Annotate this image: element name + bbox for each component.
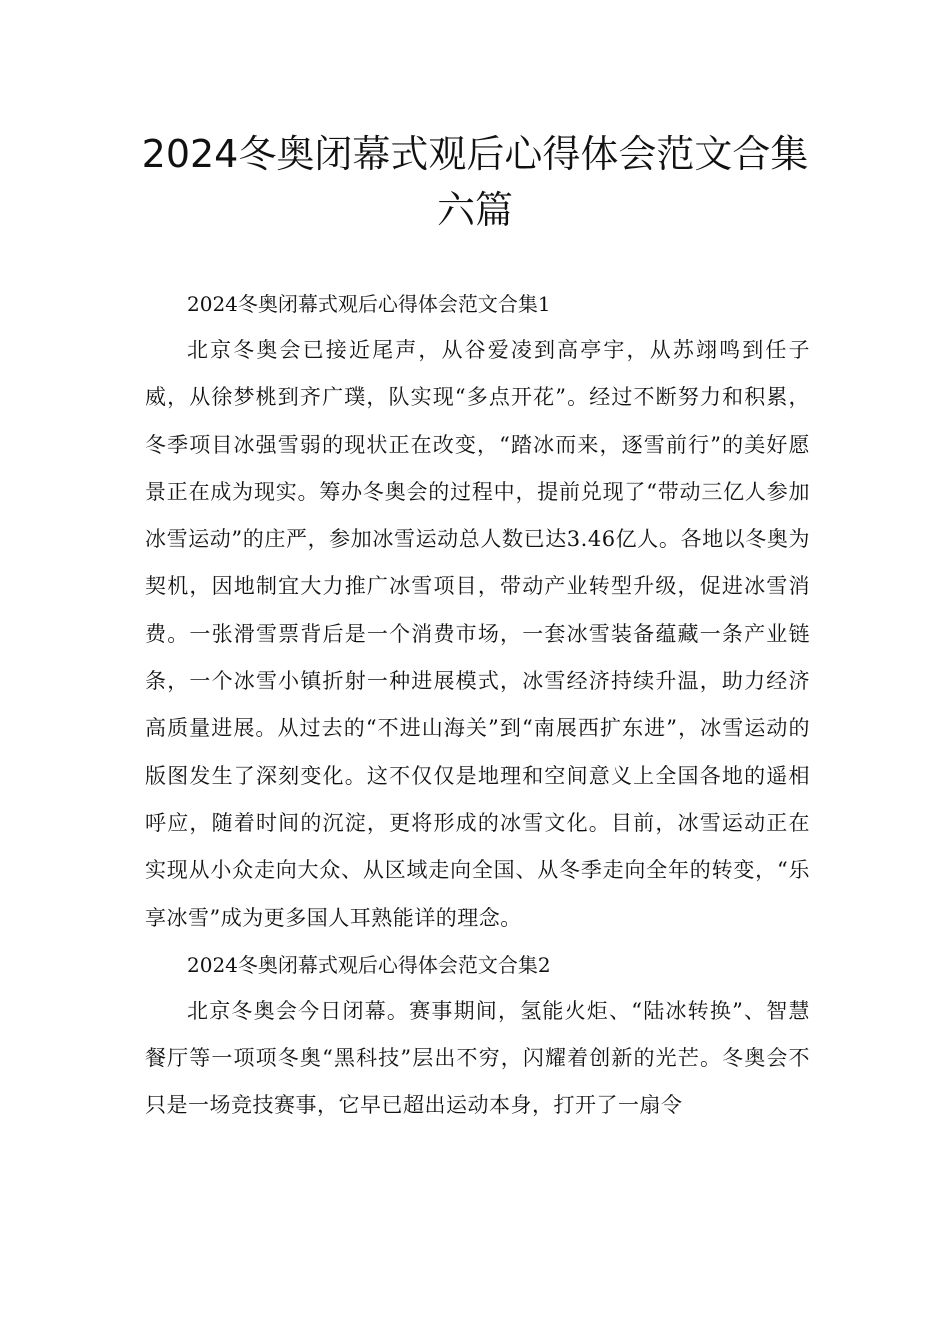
document-title-line-1: 2024冬奥闭幕式观后心得体会范文合集 [141, 132, 809, 176]
section-paragraph-1: 北京冬奥会已接近尾声，从谷爱凌到高亭宇，从苏翊鸣到任子威，从徐梦桃到齐广璞，队实现“多点开花”。经过不断努力和积累，冬季项目冰强雪弱的现状正在改变，“踏冰而来，逐雪前行”的美好愿景正在成为现实。筹办冬奥会的过程中，提前兑现了“带动三亿人参加冰雪运动”的庄严，参加冰雪运动总人数已达3.46亿人。各地以冬奥为契机，因地制宜大力推广冰雪项目，带动产业转型升级，促进冰雪消费。一张滑雪票背后是一个消费市场，一套冰雪装备蕴藏一条产业链条，一个冰雪小镇折射一种进展模式，冰雪经济持续升温，助力经济高质量进展。从过去的“不进山海关”到“南展西扩东进”，冰雪运动的版图发生了深刻变化。这不仅仅是地理和空间意义上全国各地的遥相呼应，随着时间的沉淀，更将形成的冰雪文化。目前，冰雪运动正在实现从小众走向大众、从区域走向全国、从冬季走向全年的转变，“乐享冰雪”成为更多国人耳熟能详的理念。 [145, 338, 810, 930]
document-title-line-2: 六篇 [436, 188, 513, 232]
document-body [145, 281, 810, 1130]
document-title [100, 126, 850, 238]
section-heading-2: 2024冬奥闭幕式观后心得体会范文合集2 [187, 952, 551, 977]
section-heading-1: 2024冬奥闭幕式观后心得体会范文合集1 [187, 292, 551, 316]
section-paragraph-2: 北京冬奥会今日闭幕。赛事期间，氢能火炬、“陆冰转换”、智慧餐厅等一项项冬奥“黑科技”层出不穷，闪耀着创新的光芒。冬奥会不只是一场竞技赛事，它早已超出运动本身，打开了一扇令 [145, 998, 810, 1118]
